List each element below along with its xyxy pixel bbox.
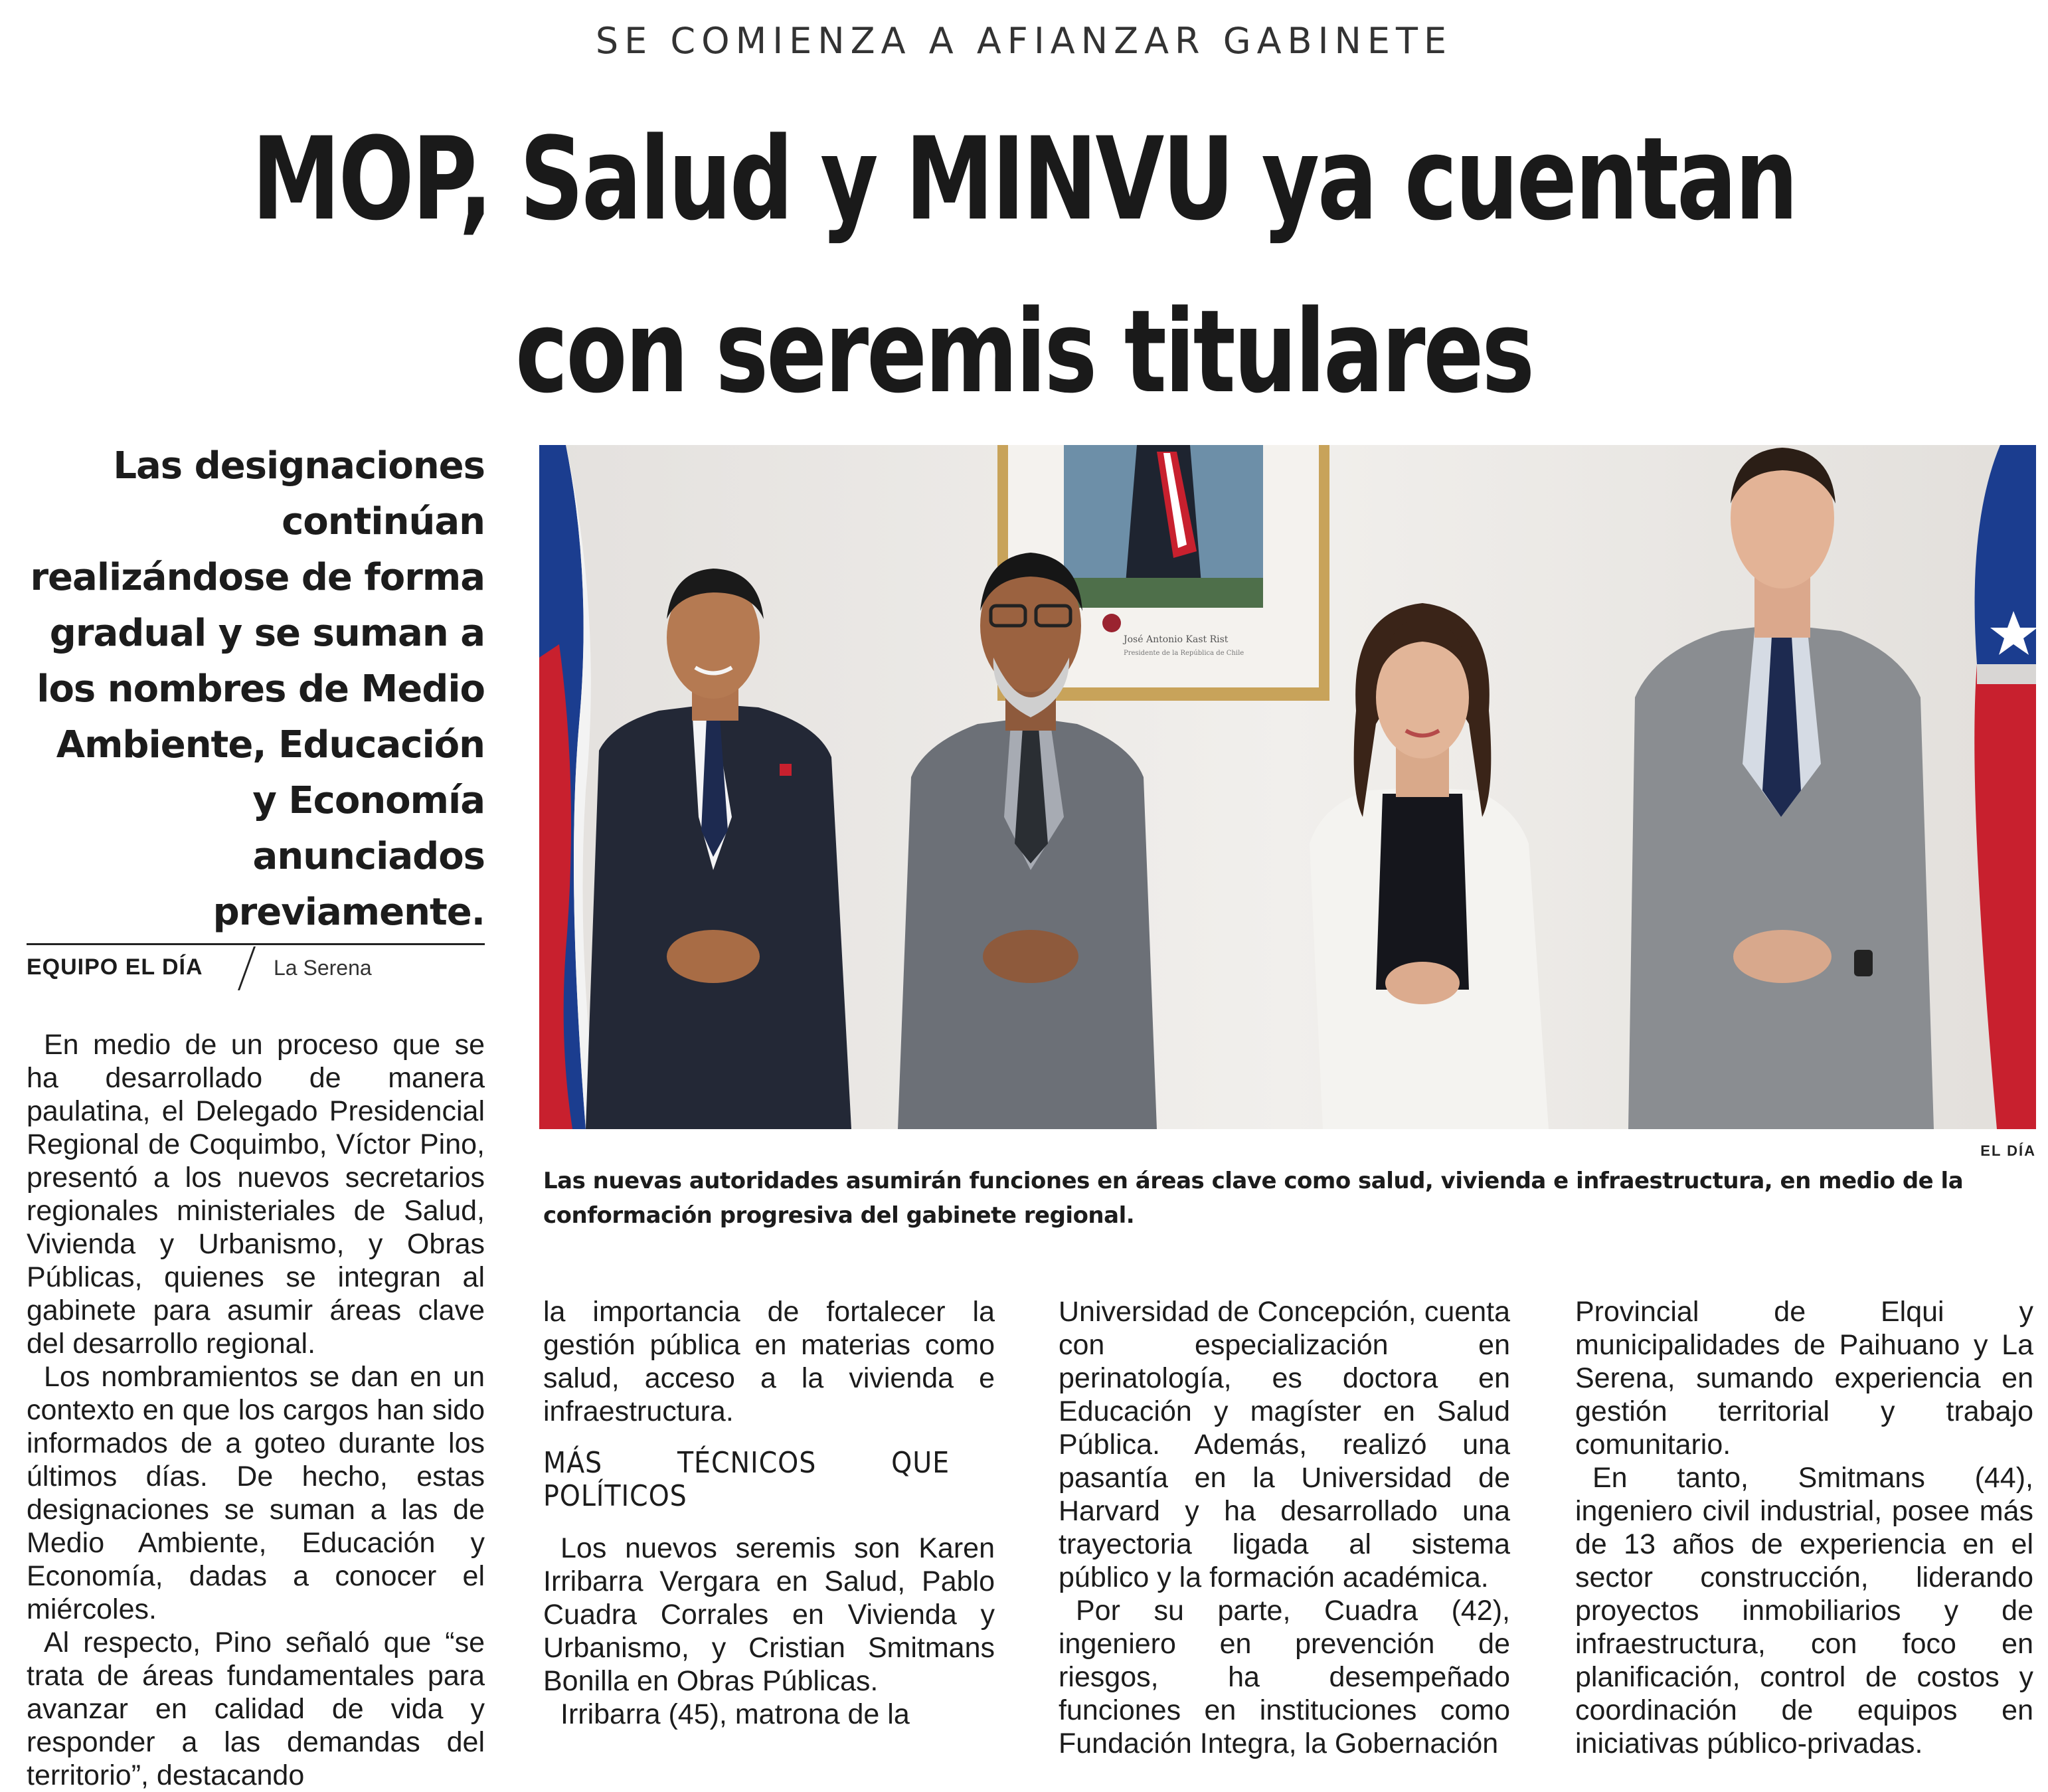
body-paragraph-continued: Universidad de Concepción, cuenta con especialización en perinatología, es doctora en Educación y magíster en Salud Pública. Además, realizó una pasantía en la Universidad de Harvard y ha desarrollado una trayectoria ligada al sistema público y la formación académica. bbox=[1059, 1296, 1510, 1593]
body-paragraph: Irribarra (45), matrona de la bbox=[560, 1698, 910, 1730]
article-column-3 bbox=[1059, 1295, 1510, 1760]
article-column-4 bbox=[1575, 1295, 2033, 1760]
body-paragraph: Al respecto, Pino señaló que “se trata de áreas fundamentales para avanzar en calidad de vida y responder a las demandas del territorio”, destacando bbox=[27, 1627, 485, 1791]
news-photo-illustration bbox=[539, 445, 2036, 1129]
headline-line-2: con seremis titulares bbox=[515, 285, 1533, 418]
article-column-1 bbox=[27, 1028, 485, 1792]
body-paragraph: En tanto, Smitmans (44), ingeniero civil industrial, posee más de 13 años de experiencia en el sector construcción, liderando proyectos inmobiliarios y de infraestructura, con foco en planificación, control de costos y coordinación de equipos en iniciativas público-privadas. bbox=[1575, 1462, 2033, 1759]
headline bbox=[225, 93, 1823, 438]
body-paragraph: En medio de un proceso que se ha desarrollado de manera paulatina, el Delegado Presidencial Regional de Coquimbo, Víctor Pino, presentó a los nuevos secretarios regionales ministeriales de Salud, Vivienda y Urbanismo, y Obras Públicas, quienes se integran al gabinete para asumir áreas clave del desarrollo regional. bbox=[27, 1029, 485, 1360]
lead-paragraph: Las designaciones continúan realizándose de forma gradual y se suman a los nombres de Medio Ambiente, Educación y Economía anunciados previamente. bbox=[30, 444, 485, 934]
kicker: SE COMIENZA A AFIANZAR GABINETE bbox=[595, 20, 1453, 62]
portrait-subcaption: Presidente de la República de Chile bbox=[1124, 650, 1244, 657]
body-paragraph-continued: Provincial de Elqui y municipalidades de Paihuano y La Serena, sumando experiencia en gestión territorial y trabajo comunitario. bbox=[1575, 1296, 2033, 1461]
body-paragraph: Los nombramientos se dan en un contexto en que los cargos han sido informados de a goteo durante los últimos días. De hecho, estas designaciones se suman a las de Medio Ambiente, Educación y Economía, dadas a conocer el miércoles. bbox=[27, 1361, 485, 1625]
photo-caption: Las nuevas autoridades asumirán funciones en áreas clave como salud, vivienda e infraestructura, en medio de la conformación progresiva del gabinete regional. bbox=[543, 1168, 1964, 1229]
body-paragraph: Los nuevos seremis son Karen Irribarra Vergara en Salud, Pablo Cuadra Corrales en Vivienda y Urbanismo, y Cristian Smitmans Bonilla en Obras Públicas. bbox=[543, 1532, 995, 1697]
news-photo bbox=[539, 445, 2036, 1129]
portrait-caption: José Antonio Kast Rist bbox=[1124, 634, 1229, 645]
byline-city: La Serena bbox=[274, 956, 372, 980]
body-paragraph-continued: la importancia de fortalecer la gestión pública en materias como salud, acceso a la vivienda e infraestructura. bbox=[543, 1296, 995, 1427]
byline bbox=[27, 943, 485, 986]
photo-credit: EL DÍA bbox=[1980, 1142, 2036, 1159]
body-paragraph: Por su parte, Cuadra (42), ingeniero en prevención de riesgos, ha desempeñado funciones en instituciones como Fundación Integra, la Gobernación bbox=[1059, 1595, 1510, 1759]
subheading: MÁS TÉCNICOS QUE POLÍTICOS bbox=[543, 1446, 950, 1513]
headline-line-1: MOP, Salud y MINVU ya cuentan bbox=[252, 112, 1796, 246]
article-column-2 bbox=[543, 1295, 995, 1731]
byline-divider bbox=[238, 946, 256, 990]
byline-team: EQUIPO EL DÍA bbox=[27, 954, 203, 980]
